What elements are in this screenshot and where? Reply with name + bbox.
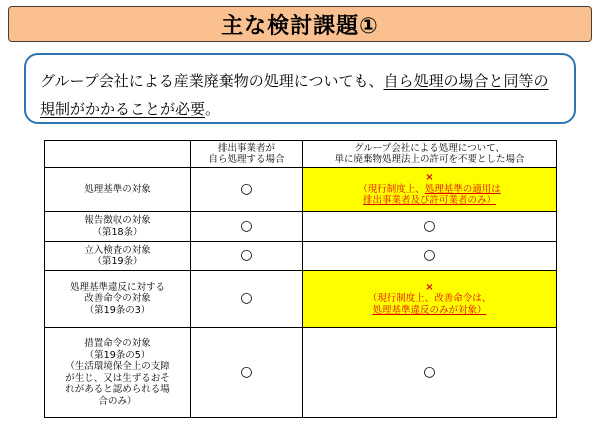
row-label-line: 改善命令の対象 xyxy=(84,293,151,305)
group-note-underlined: 処理基準の適用は xyxy=(424,183,501,195)
slide-title-text: 主な検討課題① xyxy=(221,13,379,39)
group-cell: ○ xyxy=(303,212,557,242)
row-label-line: 報告徴収の対象 xyxy=(84,215,151,226)
group-note-line: （現行制度上、改善命令は、 xyxy=(367,293,492,305)
row-label-line: 措置命令の対象 xyxy=(84,338,151,349)
group-note-line: （現行制度上、処理基準の適用は xyxy=(358,183,501,195)
summary-text-3: 。 xyxy=(205,100,221,118)
group-cell: ○ xyxy=(303,242,557,271)
slide-title xyxy=(8,6,592,42)
row-label-line: 合のみ） xyxy=(98,395,137,407)
row-label xyxy=(45,328,191,418)
header-empty-cell xyxy=(45,141,191,168)
row-label-line: 処理基準の対象 xyxy=(84,183,151,195)
group-cell-highlighted xyxy=(303,271,557,328)
group-note-line xyxy=(307,305,552,317)
row-label-line: （第19条の5） xyxy=(84,349,151,361)
table-row xyxy=(45,168,557,212)
row-label-line: （第18条） xyxy=(92,226,143,238)
comparison-table xyxy=(44,140,557,418)
header-group-processing xyxy=(303,141,557,168)
group-cell-highlighted xyxy=(303,168,557,212)
table-row xyxy=(45,328,557,418)
cross-mark: × xyxy=(425,172,434,184)
self-cell: ○ xyxy=(191,328,303,418)
summary-text-underlined: 自ら処理の場合と同等の規制がかかることが必要 xyxy=(40,72,549,118)
group-note-line xyxy=(307,195,552,207)
table-row xyxy=(45,212,557,242)
group-note-underlined: 排出事業者及び許可業者のみ） xyxy=(362,195,496,207)
table-row xyxy=(45,271,557,328)
row-label-line: （生活環境保全上の支障 xyxy=(65,361,170,372)
row-label-line: （第19条） xyxy=(92,256,143,267)
self-cell: ○ xyxy=(191,168,303,212)
header-self-processing xyxy=(191,141,303,168)
group-cell: ○ xyxy=(303,328,557,418)
row-label xyxy=(45,242,191,271)
header-group-line1: グループ会社による処理について、 xyxy=(354,142,505,154)
header-self-line2: 自ら処理する場合 xyxy=(208,154,285,165)
header-self-line1: 排出事業者が xyxy=(217,142,275,154)
self-cell: ○ xyxy=(191,271,303,328)
self-cell: ○ xyxy=(191,242,303,271)
row-label xyxy=(45,212,191,242)
row-label xyxy=(45,168,191,212)
table-row xyxy=(45,242,557,271)
table-header-row xyxy=(45,141,557,168)
row-label-line: 処理基準違反に対する xyxy=(69,281,165,293)
summary-text-1: グループ会社による産業廃棄物の処理についても、 xyxy=(40,72,384,90)
row-label-line: 立入検査の対象 xyxy=(84,244,151,256)
self-cell: ○ xyxy=(191,212,303,242)
row-label xyxy=(45,271,191,328)
group-note-underlined: 処理基準違反のみが対象） xyxy=(372,304,487,316)
header-group-line2: 単に廃棄物処理法上の許可を不要とした場合 xyxy=(334,154,525,165)
summary-box xyxy=(24,53,576,124)
row-label-line: れがあると認められる場 xyxy=(65,384,170,395)
row-label-line: （第19条の3） xyxy=(84,304,151,316)
row-label-line: が生じ、又は生ずるおそ xyxy=(65,372,170,384)
cross-mark: × xyxy=(425,281,434,293)
